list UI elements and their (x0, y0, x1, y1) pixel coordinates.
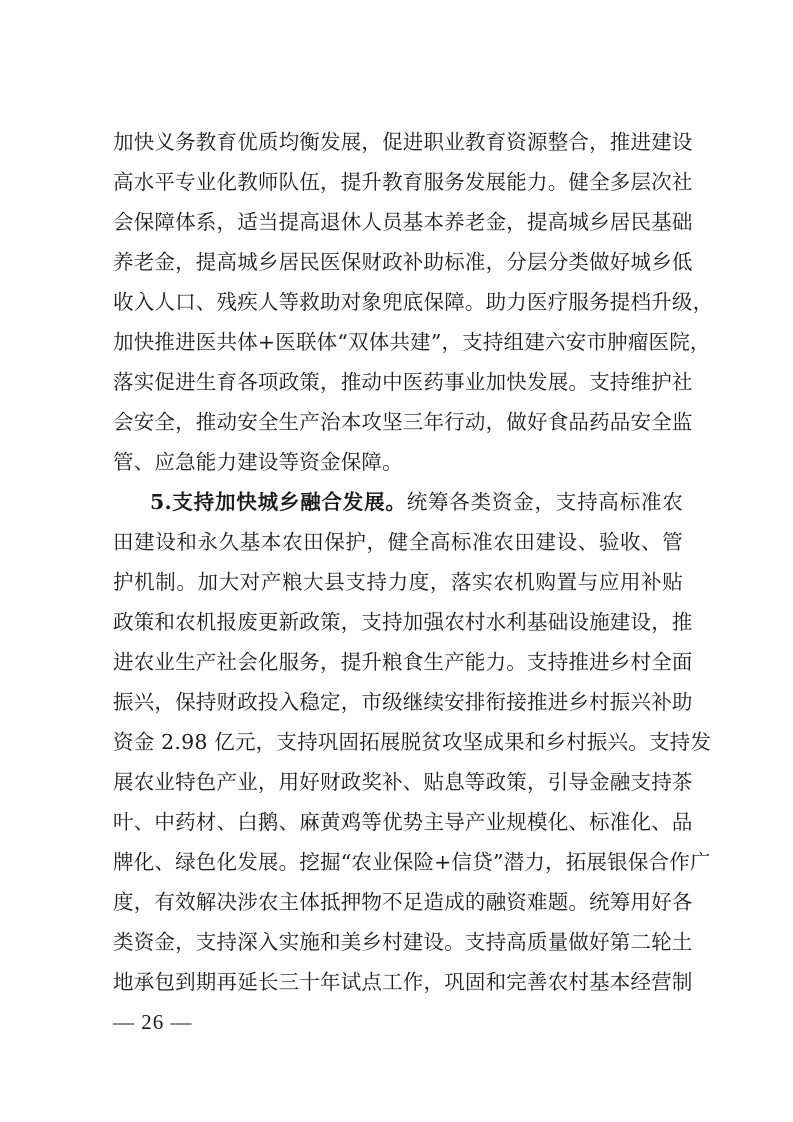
text-line: 落实促进生育各项政策，推动中医药事业加快发展。支持维护社 (113, 370, 693, 394)
text-line: 度，有效解决涉农主体抵押物不足造成的融资难题。统筹用好各 (113, 890, 693, 914)
text-line: 会安全，推动安全生产治本攻坚三年行动，做好食品药品安全监 (113, 410, 693, 434)
section-heading: 5.支持加快城乡融合发展。 (150, 490, 407, 514)
text-line: 展农业特色产业，用好财政奖补、贴息等政策，引导金融支持茶 (113, 770, 693, 794)
text-line: 牌化、绿色化发展。挖掘“农业保险+信贷”潜力，拓展银保合作广 (113, 850, 711, 874)
text-line: 高水平专业化教师队伍，提升教育服务发展能力。健全多层次社 (113, 170, 693, 194)
text-line: 振兴，保持财政投入稳定，市级继续安排衔接推进乡村振兴补助 (113, 690, 693, 714)
page-number: — 26 — (113, 1010, 193, 1034)
paragraph-2-first-line (150, 482, 683, 522)
text-line: 会保障体系，适当提高退休人员基本养老金，提高城乡居民基础 (113, 210, 693, 234)
text-line: 加快推进医共体+医联体“双体共建”，支持组建六安市肿瘤医院， (113, 330, 711, 354)
text-line: 叶、中药材、白鹅、麻黄鸡等优势主导产业规模化、标准化、品 (113, 810, 693, 834)
text-line: 资金 2.98 亿元，支持巩固拓展脱贫攻坚成果和乡村振兴。支持发 (113, 730, 712, 754)
text-line: 加快义务教育优质均衡发展，促进职业教育资源整合，推进建设 (113, 130, 693, 154)
text-line: 收入人口、残疾人等救助对象兜底保障。助力医疗服务提档升级， (113, 290, 714, 314)
text-line: 进农业生产社会化服务，提升粮食生产能力。支持推进乡村全面 (113, 650, 693, 674)
text-line: 类资金，支持深入实施和美乡村建设。支持高质量做好第二轮土 (113, 930, 693, 954)
text-line: 政策和农机报废更新政策，支持加强农村水利基础设施建设，推 (113, 610, 693, 634)
text-line: 田建设和永久基本农田保护，健全高标准农田建设、验收、管 (113, 530, 683, 554)
text-line: 护机制。加大对产粮大县支持力度，落实农机购置与应用补贴 (113, 570, 683, 594)
text-line: 养老金，提高城乡居民医保财政补助标准，分层分类做好城乡低 (113, 250, 693, 274)
text-line: 管、应急能力建设等资金保障。 (113, 450, 403, 474)
text-line: 地承包到期再延长三十年试点工作，巩固和完善农村基本经营制 (113, 970, 693, 994)
text-span: 统筹各类资金，支持高标准农 (406, 490, 683, 514)
